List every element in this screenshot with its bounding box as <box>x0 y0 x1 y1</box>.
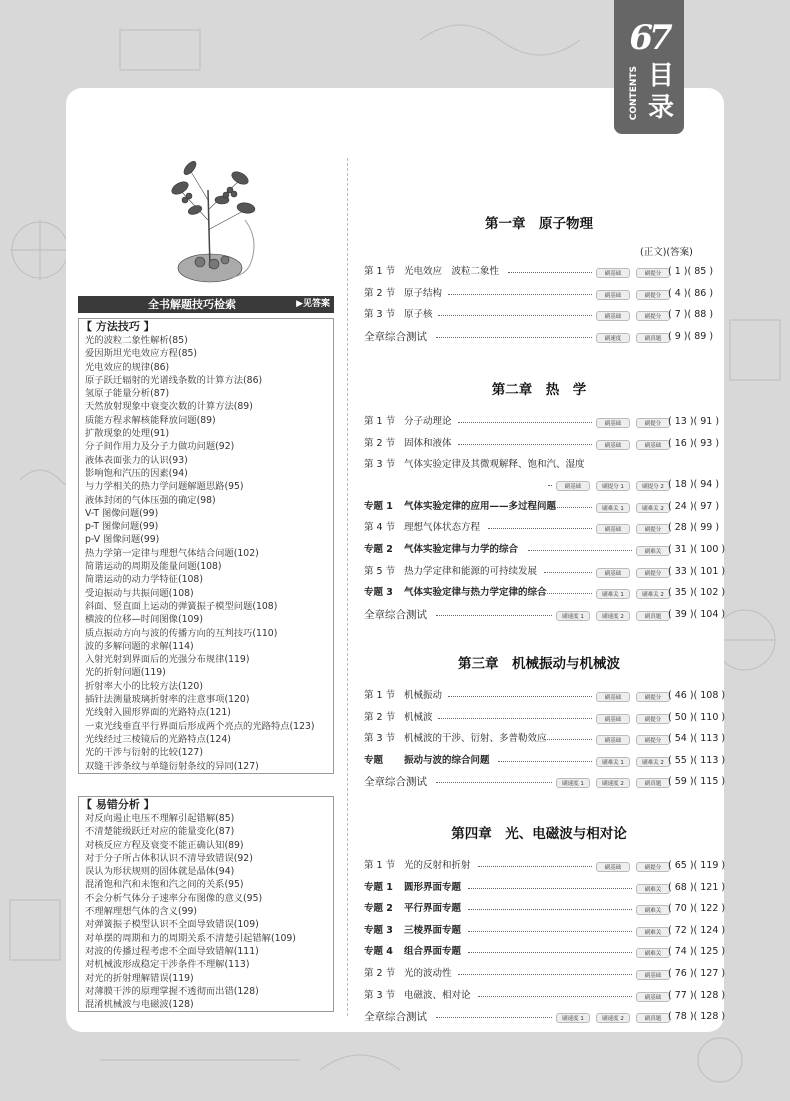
index-item: 横波的位移—时间图像(109) <box>85 614 203 626</box>
index-item: 质能方程求解核能释放问题(89) <box>85 414 216 426</box>
section-title: 三棱界面专题 <box>404 924 462 936</box>
practice-tags <box>548 333 670 343</box>
page-numbers: ( 50 )( 110 ) <box>668 711 726 723</box>
section-title: 全章综合测试 <box>364 776 427 789</box>
page-numbers: ( 78 )( 128 ) <box>668 1011 726 1023</box>
index-item: 影响饱和汽压的因素(94) <box>85 467 188 479</box>
index-item: p-V 图像问题(99) <box>85 534 160 546</box>
section-title: 理想气体状态方程 <box>404 522 481 534</box>
practice-tag: 刷速度 2 <box>596 778 630 788</box>
section-number: 第 2 节 <box>364 287 396 299</box>
index-title: 全书解题技巧检索 <box>148 298 236 311</box>
section-number: 专题 3 <box>364 587 393 599</box>
index-item: 波的多解问题的求解(114) <box>85 640 194 652</box>
practice-tag: 刷提分 <box>636 714 670 724</box>
section-number: 第 2 节 <box>364 968 396 979</box>
index-item: 混淆机械波与电磁波(128) <box>85 999 194 1011</box>
toc-row[interactable] <box>364 540 726 560</box>
section-title: 光的反射和折射 <box>404 860 471 871</box>
index-item: 氢原子能量分析(87) <box>85 388 170 400</box>
dot-leader <box>478 996 632 997</box>
toc-row[interactable] <box>364 686 726 706</box>
practice-tag: 刷速度 1 <box>556 1013 590 1023</box>
index-item: 光的折射问题(119) <box>85 667 166 679</box>
toc-row[interactable] <box>364 1007 726 1027</box>
page-numbers: ( 24 )( 97 ) <box>668 500 720 512</box>
practice-tags <box>548 611 670 621</box>
toc-row[interactable] <box>364 899 726 919</box>
section-number: 第 1 节 <box>364 416 396 427</box>
practice-tags <box>548 927 670 937</box>
toc-row[interactable] <box>364 605 726 625</box>
index-item: 一束光线垂直平行界面后形成两个亮点的光路特点(123) <box>85 720 315 732</box>
section-number: 专题 1 <box>364 881 393 893</box>
section-title: 原子核 <box>404 309 433 321</box>
section-title: 全章综合测试 <box>364 1011 427 1024</box>
section-title: 固体和液体 <box>404 437 452 449</box>
dot-leader <box>478 866 592 867</box>
practice-tags <box>548 948 670 958</box>
practice-tag: 刷真题 <box>636 611 670 621</box>
section-number: 专题 3 <box>364 924 393 936</box>
practice-tag: 刷速度 1 <box>556 778 590 788</box>
page-numbers: ( 33 )( 101 ) <box>668 565 726 577</box>
page-numbers: ( 74 )( 125 ) <box>668 946 726 958</box>
practice-tags <box>548 290 670 300</box>
toc-row[interactable] <box>364 475 720 495</box>
section-number: 第 1 节 <box>364 860 396 871</box>
index-item: 折射率大小的比较方法(120) <box>85 680 203 692</box>
dot-leader <box>438 718 592 719</box>
column-divider <box>347 158 348 1016</box>
practice-tag: 刷提分 <box>636 862 670 872</box>
methods-section <box>78 318 334 774</box>
page-numbers: ( 4 )( 86 ) <box>668 287 714 299</box>
practice-tags <box>548 589 670 599</box>
page-numbers: ( 77 )( 128 ) <box>668 989 726 1001</box>
section-title: 机械波 <box>404 711 433 723</box>
dot-leader <box>458 422 592 423</box>
toc-row[interactable] <box>364 305 716 325</box>
section-number: 第 1 节 <box>364 690 396 701</box>
index-item: 光电效应的规律(86) <box>85 361 170 373</box>
section-title: 气体实验定律与热力学定律的综合 <box>404 587 547 599</box>
page-numbers: ( 54 )( 113 ) <box>668 733 726 745</box>
toc-row[interactable] <box>364 327 716 347</box>
practice-tag: 刷速度 1 <box>556 611 590 621</box>
see-answers-label: ▶见答案 <box>296 299 330 309</box>
toc-row[interactable] <box>364 262 716 282</box>
section-title: 电磁波、相对论 <box>404 989 471 1001</box>
index-item: 入射光射到界面后的光强分布规律(119) <box>85 654 250 666</box>
contents-label: CONTENTS <box>629 66 639 121</box>
page-numbers: ( 31 )( 100 ) <box>668 544 726 555</box>
section-number: 第 5 节 <box>364 565 396 577</box>
section-title: 热力学定律和能源的可持续发展 <box>404 565 538 577</box>
section-title: 机械振动 <box>404 690 443 701</box>
section-title: 光的波动性 <box>404 968 452 979</box>
index-item: 光的波粒二象性解析(85) <box>85 335 188 346</box>
practice-tag: 刷真题 <box>636 333 670 343</box>
practice-tag: 刷基础 <box>636 440 670 450</box>
page-numbers: ( 28 )( 99 ) <box>668 522 720 534</box>
practice-tag: 刷难关 <box>636 948 670 958</box>
practice-tags <box>548 992 670 1002</box>
practice-tags <box>548 905 670 915</box>
practice-tags <box>548 778 670 788</box>
page-title: 目录 <box>647 61 674 123</box>
chapter-title: 第三章 机械振动与机械波 <box>458 656 620 672</box>
dot-leader <box>498 761 592 762</box>
index-item: 不清楚能级跃迁对应的能量变化(87) <box>85 826 235 838</box>
section-number: 第 3 节 <box>364 309 396 321</box>
index-item: 对光的折射理解错误(119) <box>85 972 194 984</box>
practice-tag: 刷速度 2 <box>596 611 630 621</box>
practice-tag: 刷提分 <box>636 311 670 321</box>
index-item: p-T 图像问题(99) <box>85 521 159 533</box>
index-item: 对波的传播过程考虑不全面导致错解(111) <box>85 945 259 957</box>
section-title: 全章综合测试 <box>364 330 427 343</box>
index-item: 混淆饱和汽和未饱和汽之间的关系(95) <box>85 879 244 891</box>
section-title: 【 方法技巧 】 <box>81 320 155 333</box>
section-number: 第 2 节 <box>364 711 396 723</box>
index-item: 液体表面张力的认识(93) <box>85 454 188 466</box>
dot-leader <box>528 550 632 551</box>
practice-tag: 刷基础 <box>636 970 670 980</box>
practice-tag: 刷难关 1 <box>596 757 630 767</box>
practice-tag: 刷基础 <box>596 268 630 278</box>
index-item: 与力学相关的热力学问题解题思路(95) <box>85 481 244 493</box>
index-item: 扩散现象的处理(91) <box>85 428 170 440</box>
index-item: 天然放射现象中衰变次数的计算方法(89) <box>85 401 253 413</box>
practice-tag: 刷基础 <box>596 714 630 724</box>
toc-row[interactable] <box>364 518 720 538</box>
index-item: 斜面、竖直面上运动的弹簧振子模型问题(108) <box>85 600 278 612</box>
practice-tag: 刷基础 <box>596 311 630 321</box>
page-numbers: ( 16 )( 93 ) <box>668 437 720 449</box>
toc-row[interactable] <box>364 583 726 603</box>
section-title: 分子动理论 <box>404 416 452 427</box>
page-numbers: ( 1 )( 85 ) <box>668 266 714 277</box>
page-numbers: ( 70 )( 122 ) <box>668 903 726 915</box>
practice-tag: 刷难关 1 <box>596 503 630 513</box>
dot-leader <box>436 337 592 338</box>
index-item: 对薄膜干涉的原理掌握不透彻而出错(128) <box>85 985 259 997</box>
toc-row[interactable] <box>364 942 726 962</box>
page-numbers: ( 59 )( 115 ) <box>668 776 726 788</box>
index-item: 双缝干涉条纹与单缝衍射条纹的异同(127) <box>85 760 259 772</box>
practice-tag: 刷提分 <box>636 268 670 278</box>
index-item: 对单摆的周期和力的周期关系不清楚引起错解(109) <box>85 932 296 944</box>
practice-tag: 刷基础 <box>596 862 630 872</box>
dot-leader <box>544 593 592 594</box>
practice-tags <box>548 757 670 767</box>
practice-tag: 刷难关 2 <box>636 757 670 767</box>
section-title: 全章综合测试 <box>364 608 427 621</box>
practice-tag: 刷难关 <box>636 546 670 556</box>
practice-tags <box>548 503 670 513</box>
practice-tag: 刷提分 <box>636 418 670 428</box>
section-title: 光电效应 波粒二象性 <box>404 266 500 277</box>
index-item: 不会分析气体分子速率分布图像的意义(95) <box>85 892 263 904</box>
practice-tag: 刷提分 <box>636 290 670 300</box>
practice-tag: 刷提分 <box>636 735 670 745</box>
practice-tag: 刷基础 <box>596 568 630 578</box>
practice-tag: 刷速度 <box>596 333 630 343</box>
page-numbers: ( 13 )( 91 ) <box>668 416 720 427</box>
index-item: 液体封闭的气体压强的确定(98) <box>85 494 216 506</box>
index-item: 对于分子所占体积认识不清导致错误(92) <box>85 852 253 864</box>
section-title: 气体实验定律与力学的综合 <box>404 544 519 555</box>
page-numbers: ( 9 )( 89 ) <box>668 330 714 342</box>
index-item: 对机械波形成稳定干涉条件不理解(113) <box>85 959 250 971</box>
dot-leader <box>458 444 592 445</box>
practice-tag: 刷难关 2 <box>636 503 670 513</box>
dot-leader <box>544 507 592 508</box>
index-item: V-T 图像问题(99) <box>85 507 159 519</box>
section-title: 机械波的干涉、衍射、多普勒效应 <box>404 733 547 745</box>
toc-row[interactable] <box>364 497 720 517</box>
index-item: 质点振动方向与波的传播方向的互判技巧(110) <box>85 627 278 639</box>
index-item: 插针法测量玻璃折射率的注意事项(120) <box>85 694 250 706</box>
index-item: 误认为形状规则的固体就是晶体(94) <box>85 866 235 878</box>
practice-tags <box>548 568 670 578</box>
toc-row[interactable] <box>364 562 726 582</box>
toc-row[interactable] <box>364 455 716 475</box>
dot-leader <box>468 909 632 910</box>
toc-row[interactable] <box>364 856 726 876</box>
index-item: 简谐运动的周期及能量问题(108) <box>85 561 222 573</box>
practice-tag: 刷难关 <box>636 884 670 894</box>
section-title: 振动与波的综合问题 <box>404 754 490 766</box>
page-numbers: ( 35 )( 102 ) <box>668 587 726 599</box>
index-item: 对反向遏止电压不理解引起错解(85) <box>85 813 235 824</box>
practice-tag: 刷提分 1 <box>596 481 630 491</box>
dot-leader <box>544 739 592 740</box>
practice-tag: 刷速度 2 <box>596 1013 630 1023</box>
index-header <box>78 296 334 313</box>
dot-leader <box>448 696 592 697</box>
practice-tags <box>548 268 670 278</box>
dot-leader <box>436 1017 552 1018</box>
section-number: 第 3 节 <box>364 733 396 745</box>
practice-tags <box>548 692 670 702</box>
toc-row[interactable] <box>364 434 720 454</box>
index-item: 热力学第一定律与理想气体结合问题(102) <box>85 547 259 559</box>
practice-tag: 刷基础 <box>596 440 630 450</box>
practice-tag: 刷难关 2 <box>636 589 670 599</box>
section-number: 专题 1 <box>364 500 393 512</box>
practice-tag: 刷提分 <box>636 524 670 534</box>
section-title: 原子结构 <box>404 287 443 299</box>
toc-row[interactable] <box>364 284 716 304</box>
practice-tag: 刷基础 <box>596 735 630 745</box>
chapter-title: 第二章 热 学 <box>491 382 587 398</box>
page-numbers: ( 72 )( 124 ) <box>668 924 726 936</box>
plant-illustration <box>150 150 290 290</box>
index-item: 分子间作用力及分子力做功问题(92) <box>85 441 235 453</box>
dot-leader <box>436 782 552 783</box>
practice-tag: 刷基础 <box>596 524 630 534</box>
practice-tags <box>548 862 670 872</box>
index-item: 简谐运动的动力学特征(108) <box>85 574 203 586</box>
toc-row[interactable] <box>364 964 726 984</box>
practice-tags <box>548 418 670 428</box>
page-numbers: ( 7 )( 88 ) <box>668 309 714 321</box>
toc-row[interactable] <box>364 708 726 728</box>
index-item: 光线经过三棱镜后的光路特点(124) <box>85 733 231 745</box>
practice-tags <box>548 311 670 321</box>
page-numbers: ( 65 )( 119 ) <box>668 860 726 871</box>
toc-row[interactable] <box>364 878 726 898</box>
practice-tag: 刷基础 <box>556 481 590 491</box>
dot-leader <box>488 528 592 529</box>
index-item: 原子跃迁辐射的光谱线条数的计算方法(86) <box>85 374 263 386</box>
practice-tag: 刷基础 <box>596 418 630 428</box>
practice-tags <box>548 884 670 894</box>
section-number: 专题 2 <box>364 544 393 555</box>
page-number: 67 <box>629 18 669 58</box>
practice-tags <box>548 1013 670 1023</box>
practice-tags <box>548 714 670 724</box>
section-title: 组合界面专题 <box>404 946 462 958</box>
chapter-title: 第一章 原子物理 <box>485 216 593 232</box>
section-title: 【 易错分析 】 <box>81 798 155 811</box>
page-numbers: ( 39 )( 104 ) <box>668 608 726 620</box>
section-number: 专题 2 <box>364 903 393 915</box>
section-title: 气体实验定律的应用——多过程问题 <box>404 500 557 512</box>
section-number: 专题 4 <box>364 946 393 958</box>
page-numbers: ( 18 )( 94 ) <box>668 479 720 491</box>
index-item: 爱因斯坦光电效应方程(85) <box>85 348 198 360</box>
toc-row[interactable] <box>364 412 720 432</box>
dot-leader <box>468 931 632 932</box>
page-numbers: ( 68 )( 121 ) <box>668 881 726 893</box>
dot-leader <box>468 888 632 889</box>
practice-tag: 刷基础 <box>596 692 630 702</box>
toc-row[interactable] <box>364 751 726 771</box>
practice-tag: 刷提分 <box>636 568 670 578</box>
dot-leader <box>438 315 592 316</box>
index-item: 对核反应方程及衰变不能正确认知(89) <box>85 839 244 851</box>
practice-tag: 刷难关 <box>636 927 670 937</box>
practice-tag: 刷真题 <box>636 778 670 788</box>
section-number: 第 1 节 <box>364 266 396 277</box>
practice-tag: 刷提分 2 <box>636 481 670 491</box>
practice-tag: 刷基础 <box>636 992 670 1002</box>
index-item: 光的干涉与衍射的比较(127) <box>85 747 203 759</box>
section-number: 专题 <box>364 754 384 766</box>
section-title: 气体实验定律及其微观解释、饱和汽、湿度 <box>404 459 585 471</box>
dot-leader <box>458 974 632 975</box>
section-number: 第 3 节 <box>364 989 396 1001</box>
index-item: 光线射入圆形界面的光路特点(121) <box>85 707 231 719</box>
dot-leader <box>548 485 552 486</box>
index-item: 对弹簧振子模型认识不全面导致错误(109) <box>85 919 259 931</box>
page-numbers: ( 55 )( 113 ) <box>668 754 726 766</box>
practice-tag: 刷难关 <box>636 905 670 915</box>
practice-tag: 刷真题 <box>636 1013 670 1023</box>
section-title: 圆形界面专题 <box>404 881 462 893</box>
errors-section <box>78 796 334 1012</box>
dot-leader <box>508 272 592 273</box>
practice-tags <box>548 735 670 745</box>
dot-leader <box>544 572 592 573</box>
chapter-title: 第四章 光、电磁波与相对论 <box>451 826 627 842</box>
section-title: 平行界面专题 <box>404 903 462 915</box>
section-number: 第 3 节 <box>364 459 396 471</box>
page-numbers: ( 76 )( 127 ) <box>668 968 726 979</box>
page-numbers: ( 46 )( 108 ) <box>668 690 726 701</box>
toc-row[interactable] <box>364 772 726 792</box>
index-item: 不理解理想气体的含义(99) <box>85 906 198 918</box>
practice-tags <box>548 970 670 980</box>
index-item: 受迫振动与共振问题(108) <box>85 587 194 599</box>
practice-tags <box>548 524 670 534</box>
section-number: 第 2 节 <box>364 437 396 449</box>
practice-tag: 刷提分 <box>636 692 670 702</box>
contents-tab <box>614 0 684 134</box>
practice-tags <box>548 481 670 491</box>
toc-row[interactable] <box>364 986 726 1006</box>
section-number: 第 4 节 <box>364 522 396 534</box>
dot-leader <box>448 294 592 295</box>
practice-tag: 刷基础 <box>596 290 630 300</box>
toc-row[interactable] <box>364 729 726 749</box>
column-header: (正文)(答案) <box>640 247 693 258</box>
toc-row[interactable] <box>364 921 726 941</box>
practice-tags <box>548 440 670 450</box>
practice-tag: 刷难关 1 <box>596 589 630 599</box>
practice-tags <box>548 546 670 556</box>
dot-leader <box>468 952 632 953</box>
dot-leader <box>436 615 552 616</box>
